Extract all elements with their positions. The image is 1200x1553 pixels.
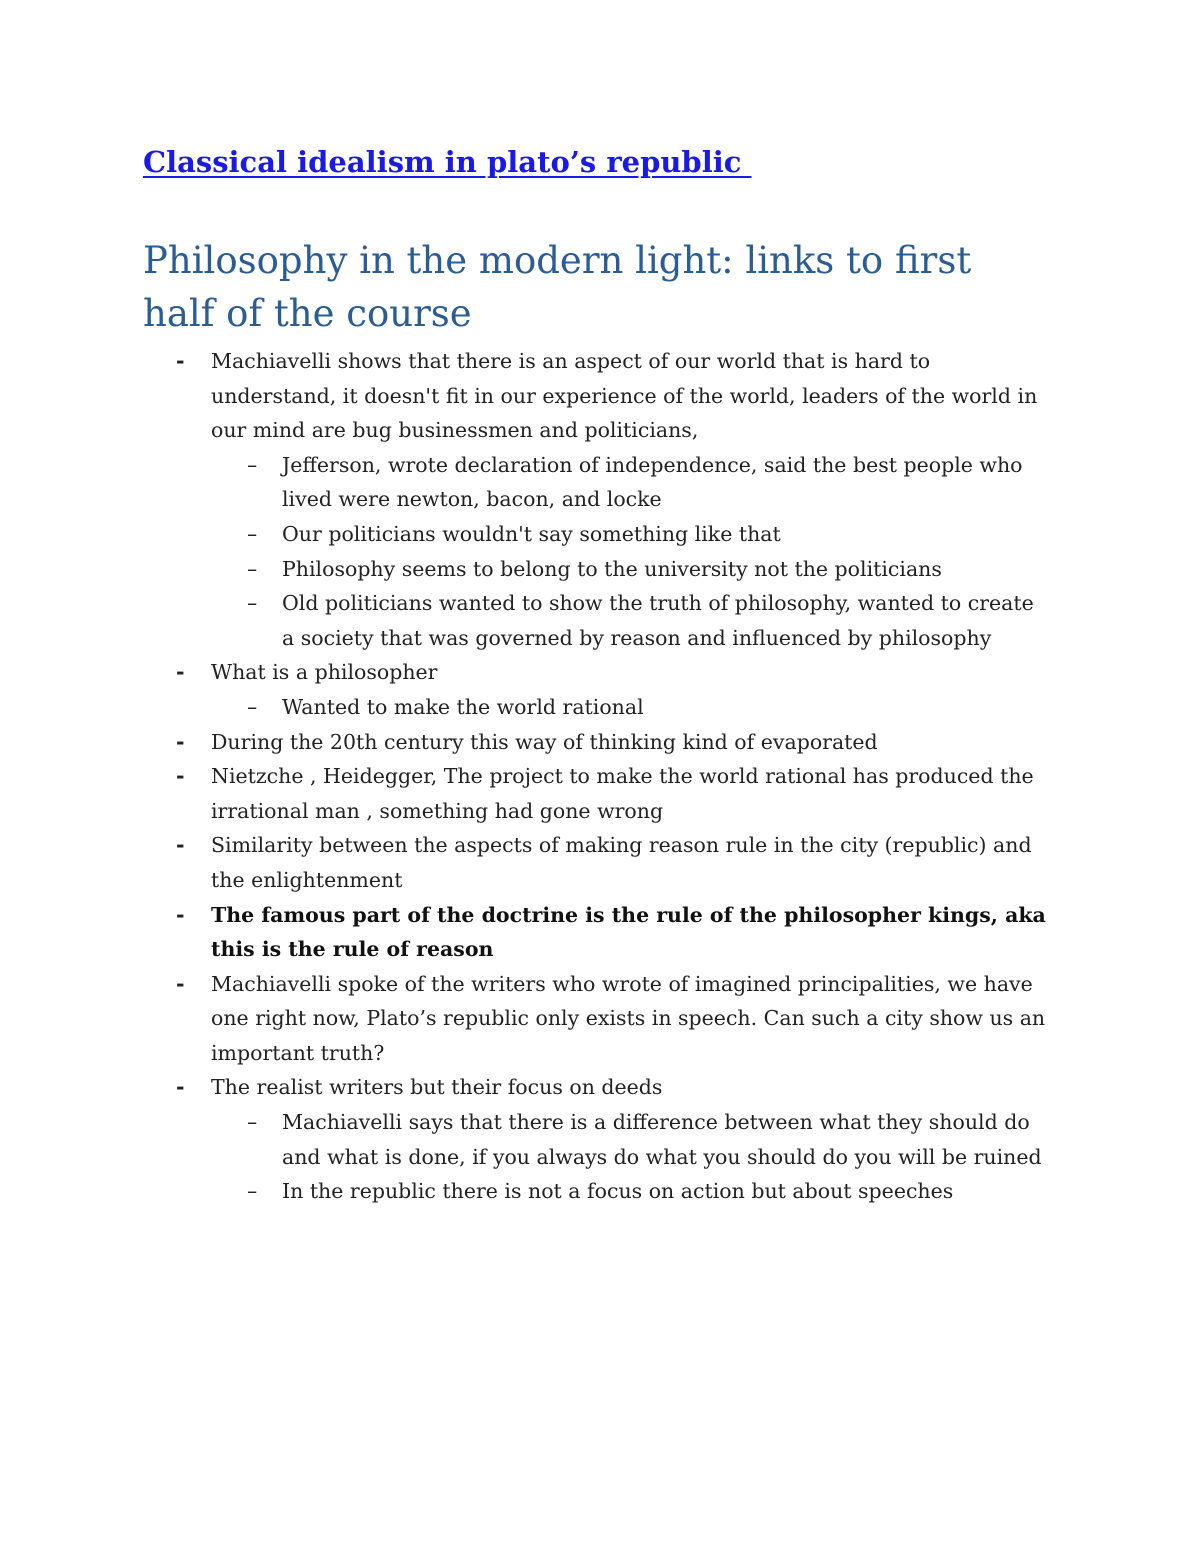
list-item-text: Jefferson, wrote declaration of independence, said the best people who lived were newton, bacon, and locke: [282, 452, 1023, 512]
dash-bullet-icon: –: [247, 1179, 258, 1204]
list-item-text: Philosophy seems to belong to the university not the politicians: [282, 556, 942, 581]
list-item: [0, 828, 1061, 897]
dash-bullet-icon: -: [176, 833, 185, 858]
list-item-text: Machiavelli spoke of the writers who wrote of imagined principalities, we have one right now, Plato’s republic only exists in speech. Can such a city show us an important truth?: [211, 971, 1046, 1065]
document-title: Classical idealism in plato’s republic: [143, 145, 752, 179]
list-item-text: During the 20th century this way of thinking kind of evaporated: [211, 729, 878, 754]
dash-bullet-icon: -: [176, 660, 185, 685]
list-item: [0, 967, 1061, 1071]
list-item-text: Our politicians wouldn't say something like that: [282, 521, 781, 546]
bullet-list: [0, 344, 1200, 1209]
dash-bullet-icon: –: [247, 556, 258, 581]
list-item: [0, 1070, 1061, 1105]
list-item-text: Similarity between the aspects of making reason rule in the city (republic) and the enlightenment: [211, 833, 1032, 892]
list-item-text: The famous part of the doctrine is the rule of the philosopher kings, aka this is the rule of reason: [211, 902, 1046, 962]
list-item: [0, 759, 1061, 828]
sub-list-item: [0, 552, 1042, 587]
dash-bullet-icon: -: [176, 1075, 185, 1100]
dash-bullet-icon: –: [247, 521, 258, 546]
section-heading: Philosophy in the modern light: links to first half of the course: [143, 239, 972, 335]
sub-list-item: [0, 448, 1042, 517]
dash-bullet-icon: –: [247, 1110, 258, 1135]
dash-bullet-icon: -: [176, 764, 185, 789]
list-item: [0, 898, 1061, 967]
dash-bullet-icon: –: [247, 694, 258, 719]
sub-list-item: [0, 690, 1042, 725]
dash-bullet-icon: -: [176, 729, 185, 754]
list-item-text: Machiavelli says that there is a difference between what they should do and what is done, if you always do what you should do you will be ruined: [282, 1110, 1042, 1169]
sub-list-item: [0, 1105, 1042, 1174]
list-item-text: In the republic there is not a focus on action but about speeches: [282, 1179, 954, 1204]
sub-list-item: [0, 517, 1042, 552]
dash-bullet-icon: –: [247, 452, 258, 477]
list-item-text: The realist writers but their focus on deeds: [211, 1075, 663, 1100]
list-item-text: Nietzche , Heidegger, The project to make the world rational has produced the irrational man , something had gone wrong: [211, 764, 1034, 823]
dash-bullet-icon: -: [176, 971, 185, 996]
list-item-text: What is a philosopher: [211, 660, 438, 685]
list-item-text: Wanted to make the world rational: [282, 694, 644, 719]
list-item-text: Machiavelli shows that there is an aspect of our world that is hard to understand, it doesn't fit in our experience of the world, leaders of the world in our mind are bug businessmen and politicians,: [211, 349, 1038, 443]
list-item: [0, 725, 1061, 760]
dash-bullet-icon: -: [176, 349, 185, 373]
list-item-text: Old politicians wanted to show the truth of philosophy, wanted to create a society that was governed by reason and influenced by philosophy: [282, 591, 1034, 650]
sub-list-item: [0, 586, 1042, 655]
sub-list-item: [0, 1174, 1042, 1209]
dash-bullet-icon: –: [247, 591, 258, 616]
list-item: [0, 344, 1061, 448]
dash-bullet-icon: -: [176, 902, 185, 927]
list-item: [0, 655, 1061, 690]
